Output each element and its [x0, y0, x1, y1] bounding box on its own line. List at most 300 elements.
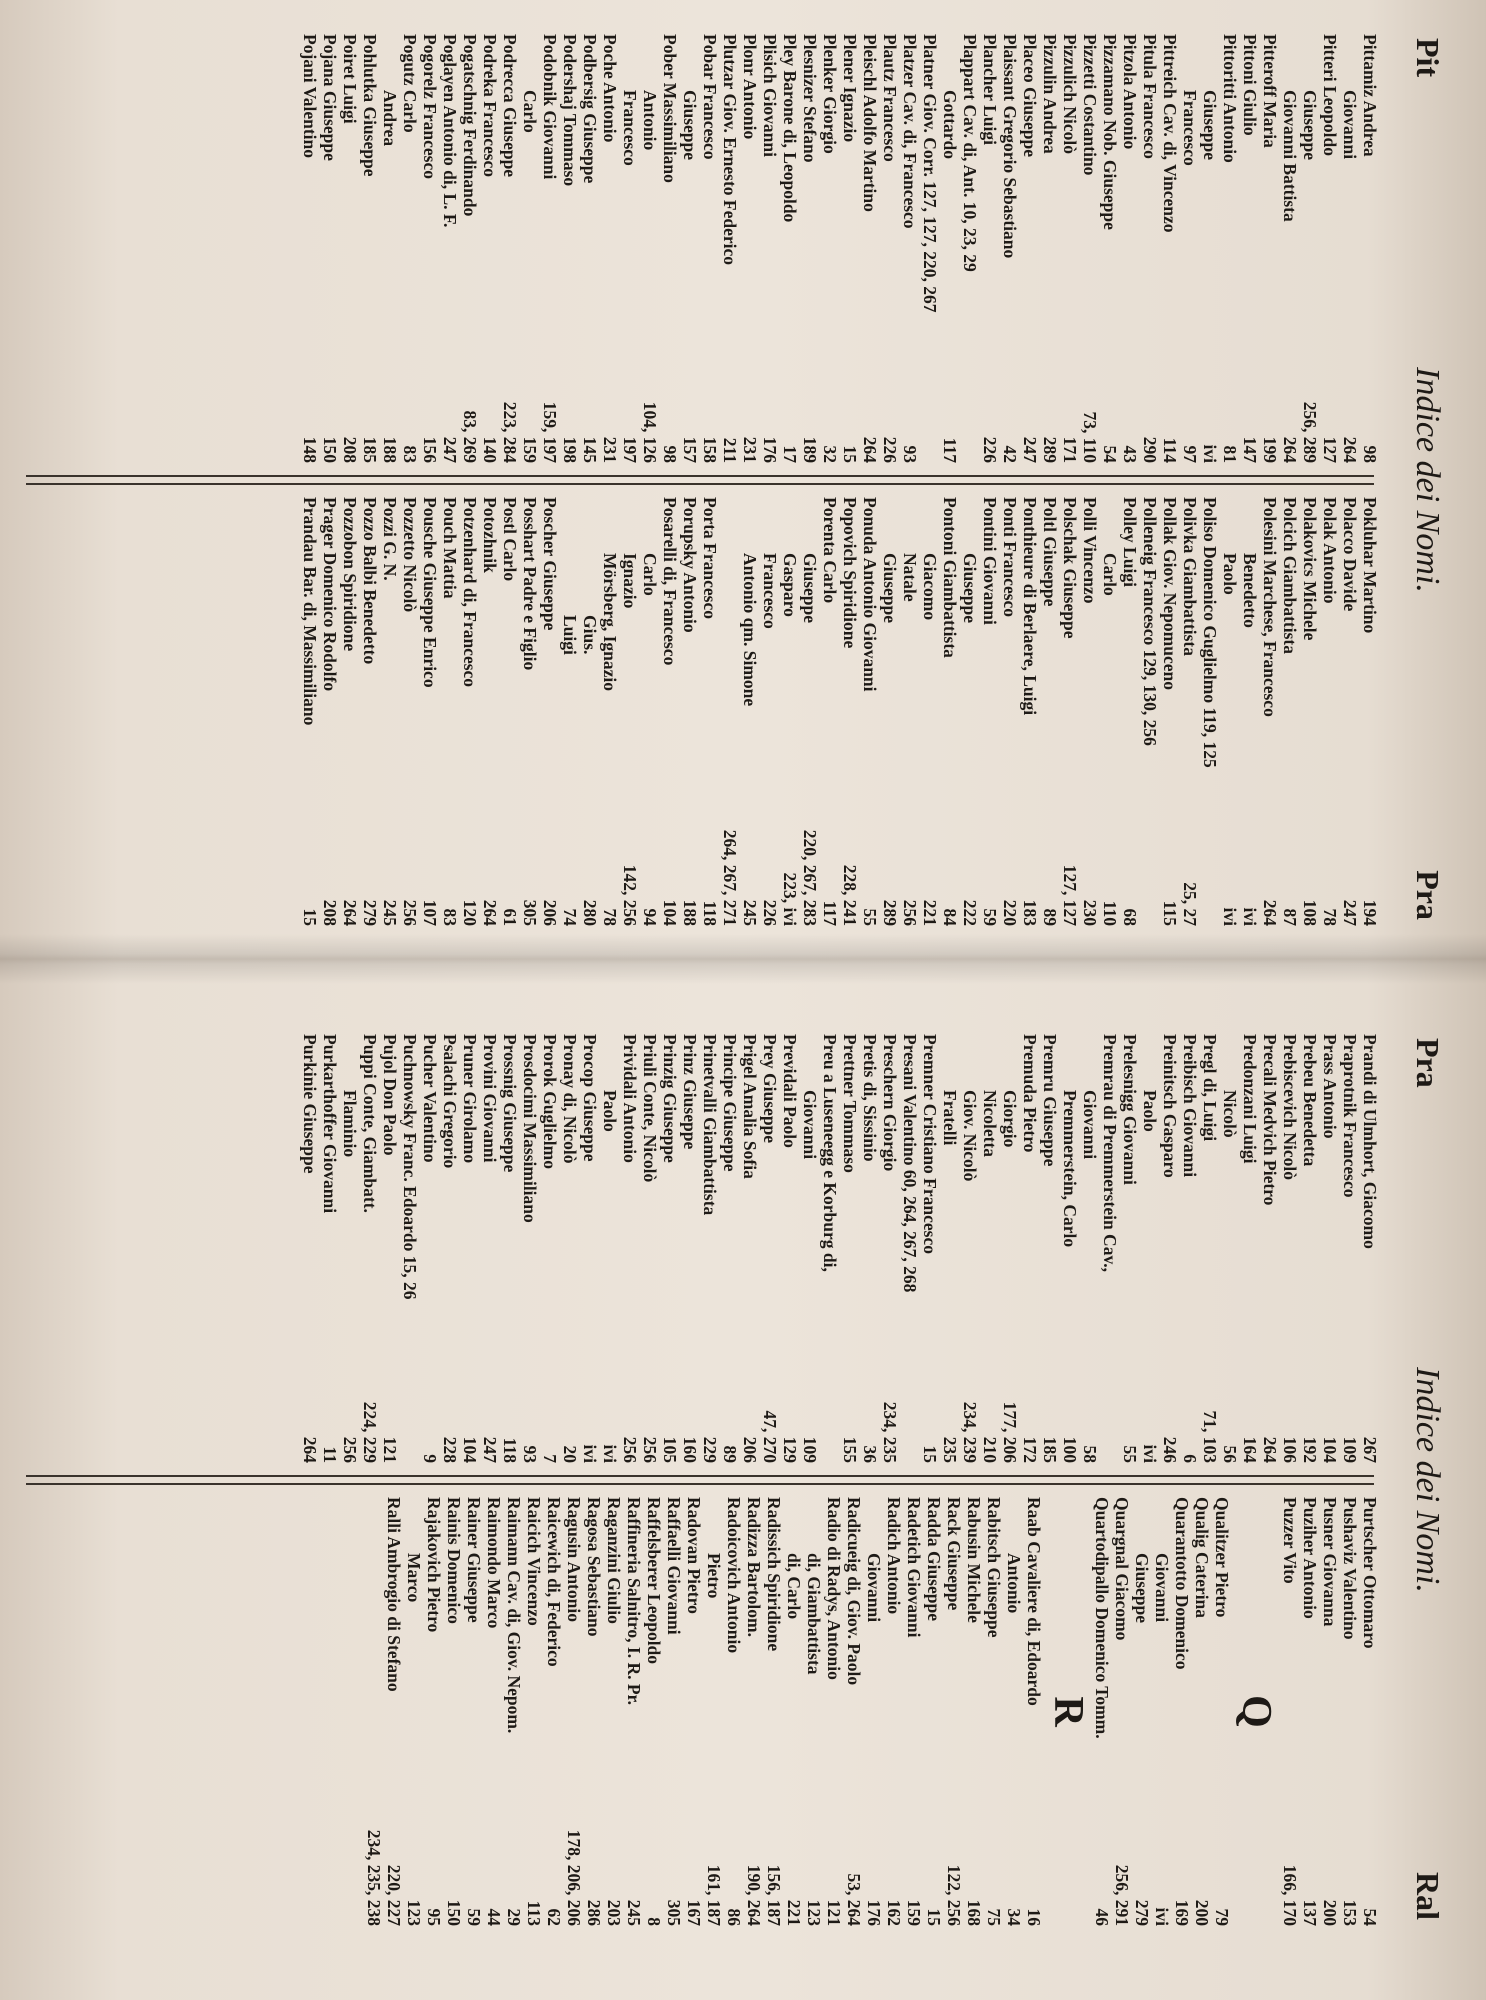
- entry-pages: 189: [800, 436, 820, 463]
- index-entry: [584, 1497, 604, 1926]
- entry-pages: 95: [424, 1908, 444, 1926]
- entry-pages: 176: [864, 1899, 884, 1926]
- entry-pages: 220: [1000, 899, 1020, 926]
- entry-name: Radovan Pietro: [684, 1497, 704, 1614]
- index-entry: [1080, 34, 1100, 463]
- entry-name: Pozzobon Spiridione: [340, 497, 360, 652]
- entry-name: Giuseppe: [1300, 90, 1320, 161]
- entry-name: Pretis di, Sissinio: [860, 1034, 880, 1162]
- entry-pages: 228: [440, 1436, 460, 1463]
- index-entry: [1192, 1497, 1212, 1926]
- index-entry: [1180, 497, 1200, 926]
- entry-name: Radizza Bartolom.: [744, 1497, 764, 1637]
- entry-pages: 172: [1020, 1436, 1040, 1463]
- entry-name: Porupsky Antonio: [680, 497, 700, 633]
- index-entry: [980, 1034, 1000, 1463]
- entry-name: Giuseppe: [680, 90, 700, 161]
- entry-name: Fratelli: [940, 1090, 960, 1146]
- entry-pages: 235: [940, 1436, 960, 1463]
- entry-name: Ponti Francesco: [1000, 497, 1020, 618]
- entry-pages: ivi: [1220, 907, 1240, 926]
- entry-pages: 97: [1180, 445, 1200, 463]
- entry-pages: 147: [1240, 436, 1260, 463]
- entry-name: Polleneig Francesco 129, 130, 256: [1140, 497, 1160, 746]
- entry-name: Potzenhard di, Francesco: [460, 497, 480, 688]
- index-entry: [700, 34, 720, 463]
- entry-pages: 264: [300, 1436, 320, 1463]
- index-entry: [580, 497, 600, 926]
- entry-pages: 289: [880, 899, 900, 926]
- entry-name: Giovanni: [864, 1553, 884, 1623]
- entry-pages: 123: [404, 1899, 424, 1926]
- index-entry: [500, 1034, 520, 1463]
- entry-pages: 44: [484, 1908, 504, 1926]
- entry-pages: 118: [500, 1437, 520, 1463]
- entry-name: Pittoritti Antonio: [1220, 34, 1240, 163]
- index-entry: [600, 1034, 620, 1463]
- entry-name: Polak Antonio: [1320, 497, 1340, 604]
- entry-pages: 280: [580, 899, 600, 926]
- entry-pages: 166, 170: [1280, 1864, 1300, 1926]
- entry-name: Plappart Cav. di, Ant. 10, 23, 29: [960, 34, 980, 272]
- entry-pages: 190, 264: [744, 1864, 764, 1926]
- entry-name: Ignazio: [620, 553, 640, 609]
- index-entry: [320, 497, 340, 926]
- entry-pages: 7: [540, 1454, 560, 1463]
- entry-pages: 290: [1140, 436, 1160, 463]
- entry-pages: ivi: [1152, 1907, 1172, 1926]
- entry-name: Postl Carlo: [500, 497, 520, 582]
- entry-pages: 127: [1320, 436, 1340, 463]
- entry-name: Poliso Domenico Guglielmo 119, 125: [1200, 497, 1220, 768]
- entry-name: Raffineria Salnitro, I. R. Pr.: [624, 1497, 644, 1706]
- entry-name: Prebeu Benedetta: [1300, 1034, 1320, 1167]
- entry-name: Pronay di, Nicolò: [560, 1034, 580, 1164]
- entry-name: Prosdocimi Massimiliano: [520, 1034, 540, 1223]
- page-header: [1406, 1000, 1446, 1960]
- entry-pages: 29: [504, 1908, 524, 1926]
- index-entry: [564, 1497, 584, 1926]
- index-entry: [480, 1034, 500, 1463]
- index-entry: [420, 34, 440, 463]
- entry-pages: 203: [604, 1899, 624, 1926]
- entry-name: Ponuda Antonio Giovanni: [860, 497, 880, 692]
- entry-pages: 83: [400, 445, 420, 463]
- entry-pages: 188: [680, 899, 700, 926]
- index-column-left: [20, 1024, 1380, 1473]
- index-entry: [1140, 497, 1160, 926]
- entry-pages: 185: [1040, 1436, 1060, 1463]
- index-entry: [640, 497, 660, 926]
- entry-name: Antonio: [1004, 1553, 1024, 1614]
- entry-pages: 86: [724, 1908, 744, 1926]
- index-entry: [760, 497, 780, 926]
- entry-pages: 78: [600, 908, 620, 926]
- entry-name: Paolo: [600, 1090, 620, 1132]
- entry-name: Radissich Spiridione: [764, 1497, 784, 1652]
- entry-pages: ivi: [1240, 907, 1260, 926]
- entry-name: Podbersig Giuseppe: [580, 34, 600, 184]
- index-entry: [640, 34, 660, 463]
- running-head-right: Ral: [1410, 1872, 1446, 1920]
- entry-name: Prebiscevich Nicolò: [1280, 1034, 1300, 1180]
- index-entry: [620, 34, 640, 463]
- entry-pages: 84: [940, 908, 960, 926]
- index-entry: [1152, 1497, 1172, 1926]
- entry-name: Pley Barone di, Leopoldo: [780, 34, 800, 223]
- entry-name: Plener Ignazio: [840, 34, 860, 143]
- index-entry: [1360, 1034, 1380, 1463]
- entry-pages: 256, 289: [1300, 401, 1320, 463]
- entry-name: Pogorelz Francesco: [420, 34, 440, 179]
- entry-pages: 93: [900, 445, 920, 463]
- entry-pages: 83: [440, 908, 460, 926]
- entry-name: Nicolò: [1220, 1090, 1240, 1138]
- entry-name: Prorok Guglielmo: [540, 1034, 560, 1169]
- entry-pages: 20: [560, 1445, 580, 1463]
- entry-name: Natale: [900, 553, 920, 602]
- entry-name: Pitula Francesco: [1140, 34, 1160, 159]
- entry-name: Plaissant Gregorio Sebastiano: [1000, 34, 1020, 259]
- entry-name: Rainis Domenico: [444, 1497, 464, 1624]
- entry-name: Rabitsch Giuseppe: [984, 1497, 1004, 1638]
- index-entry: [940, 34, 960, 463]
- entry-name: Pleischl Adolfo Martino: [860, 34, 880, 212]
- page-title: Indice dei Nomi.: [1409, 1367, 1446, 1593]
- entry-name: Purkarthoffer Giovanni: [320, 1034, 340, 1214]
- index-entry: [640, 1034, 660, 1463]
- entry-pages: 234, 235, 238: [364, 1829, 384, 1926]
- entry-name: Prass Antonio: [1320, 1034, 1340, 1139]
- entry-pages: 220, 227: [384, 1864, 404, 1926]
- entry-name: Ralli Ambrogio di Stefano: [384, 1497, 404, 1692]
- index-entry: [420, 1034, 440, 1463]
- index-entry: [580, 34, 600, 463]
- entry-name: Plesnizer Stefano: [800, 34, 820, 163]
- entry-pages: 169: [1172, 1899, 1192, 1926]
- entry-name: Predonzani Luigi: [1240, 1034, 1260, 1164]
- index-entry: [424, 1497, 444, 1926]
- index-entry: [1004, 1497, 1024, 1926]
- entry-name: Pousche Giuseppe Enrico: [420, 497, 440, 688]
- index-entry: [400, 497, 420, 926]
- entry-name: Pokluhar Martino: [1360, 497, 1380, 634]
- index-entry: [1040, 497, 1060, 926]
- entry-name: Rack Giuseppe: [944, 1497, 964, 1611]
- entry-pages: 104, 126: [640, 401, 660, 463]
- index-entry: [760, 1034, 780, 1463]
- entry-pages: 305: [520, 899, 540, 926]
- index-entry: [1300, 1034, 1320, 1463]
- entry-name: Paolo: [1220, 553, 1240, 595]
- entry-name: Plenker Giorgio: [820, 34, 840, 154]
- index-entry: [1320, 34, 1340, 463]
- index-entry: [300, 34, 320, 463]
- entry-pages: 75: [984, 1908, 1004, 1926]
- index-entry: [1340, 1497, 1360, 1926]
- entry-name: Plutzar Giov. Ernesto Federico: [720, 34, 740, 266]
- entry-pages: 15: [840, 445, 860, 463]
- entry-name: Polley Luigi: [1120, 497, 1140, 587]
- entry-name: Pozzo Balbi Benedetto: [360, 497, 380, 665]
- index-entry: [380, 34, 400, 463]
- entry-pages: 211: [720, 437, 740, 463]
- entry-pages: 305: [664, 1899, 684, 1926]
- entry-name: Pojani Valentino: [300, 34, 320, 158]
- entry-name: Poche Antonio: [600, 34, 620, 143]
- index-entry: [1320, 1034, 1340, 1463]
- entry-pages: 231: [740, 436, 760, 463]
- index-entry: [960, 497, 980, 926]
- entry-name: Prettner Tommaso: [840, 1034, 860, 1173]
- index-entry: [1112, 1497, 1132, 1926]
- entry-pages: 168: [964, 1899, 984, 1926]
- index-entry: [1260, 34, 1280, 463]
- index-entry: [864, 1497, 884, 1926]
- index-entry: [860, 1034, 880, 1463]
- index-entry: [940, 497, 960, 926]
- entry-pages: 279: [360, 899, 380, 926]
- entry-pages: 153: [1340, 1899, 1360, 1926]
- entry-pages: 247: [440, 436, 460, 463]
- entry-name: Polesini Marchese, Francesco: [1260, 497, 1280, 717]
- entry-pages: 148: [300, 436, 320, 463]
- index-entry: [1200, 34, 1220, 463]
- index-entry: [484, 1497, 504, 1926]
- entry-name: di, Giambattista: [804, 1553, 824, 1675]
- entry-name: Raganzini Giulio: [604, 1497, 624, 1624]
- index-entry: [840, 497, 860, 926]
- entry-name: Plautz Francesco: [880, 34, 900, 162]
- entry-name: Poiret Luigi: [340, 34, 360, 124]
- entry-name: Giacomo: [920, 553, 940, 621]
- entry-name: Rabusin Michele: [964, 1497, 984, 1623]
- entry-name: Pozzi G. N.: [380, 497, 400, 581]
- index-entry: [920, 34, 940, 463]
- entry-pages: 176: [760, 436, 780, 463]
- index-entry: [1100, 34, 1120, 463]
- index-entry: [1020, 1034, 1040, 1463]
- entry-name: Premuda Pietro: [1020, 1034, 1040, 1153]
- entry-name: di, Carlo: [784, 1553, 804, 1620]
- index-entry: [520, 1034, 540, 1463]
- column-divider: [26, 475, 1374, 485]
- index-entry: [1360, 34, 1380, 463]
- entry-pages: 74: [560, 908, 580, 926]
- entry-pages: 256: [640, 1436, 660, 1463]
- entry-name: Radich Antonio: [884, 1497, 904, 1615]
- entry-pages: 264: [480, 899, 500, 926]
- entry-pages: 6: [1180, 1454, 1200, 1463]
- index-entry: [1000, 34, 1020, 463]
- entry-pages: 43: [1120, 445, 1140, 463]
- index-entry: [1240, 1034, 1260, 1463]
- index-entry: [480, 497, 500, 926]
- entry-name: Prandau Bar. di, Massimiliano: [300, 497, 320, 726]
- entry-pages: 264: [1260, 1436, 1280, 1463]
- index-entry: [504, 1497, 524, 1926]
- entry-name: Prelesnigg Giovanni: [1120, 1034, 1140, 1185]
- index-entry: [844, 1497, 864, 1926]
- index-entry: [960, 1034, 980, 1463]
- entry-pages: 226: [880, 436, 900, 463]
- entry-pages: 140: [480, 436, 500, 463]
- entry-name: Preschern Giorgio: [880, 1034, 900, 1172]
- section-letter: Q: [1233, 1695, 1279, 1728]
- entry-name: Platzer Cav. di, Francesco: [900, 34, 920, 229]
- entry-pages: 223, 284: [500, 401, 520, 463]
- entry-pages: 117: [820, 900, 840, 926]
- entry-pages: 78: [1320, 908, 1340, 926]
- entry-pages: 61: [500, 908, 520, 926]
- entry-name: Giovanni: [1152, 1553, 1172, 1623]
- entry-name: Raimann Cav. di, Giov. Nepom.: [504, 1497, 524, 1734]
- index-entry: [1120, 1034, 1140, 1463]
- entry-name: Premrau di Premmerstein Cav.,: [1100, 1034, 1120, 1272]
- index-entry: [960, 34, 980, 463]
- entry-name: Pollak Giov. Nepomuceno: [1160, 497, 1180, 690]
- index-entry: [1280, 1497, 1300, 1926]
- entry-pages: 81: [1220, 445, 1240, 463]
- entry-pages: 208: [320, 899, 340, 926]
- entry-pages: 104: [660, 899, 680, 926]
- entry-pages: 121: [380, 1436, 400, 1463]
- entry-pages: 58: [1080, 1445, 1100, 1463]
- entry-pages: 245: [380, 899, 400, 926]
- entry-name: Priuli Conte, Nicolò: [640, 1034, 660, 1183]
- index-entry: [1160, 497, 1180, 926]
- entry-name: Precali Medvich Pietro: [1260, 1034, 1280, 1206]
- index-entry: [744, 1497, 764, 1926]
- index-entry: [944, 1497, 964, 1926]
- index-entry: [524, 1497, 544, 1926]
- entry-name: Andrea: [380, 90, 400, 147]
- entry-name: Ponthieure di Berlaere, Luigi: [1020, 497, 1040, 716]
- entry-name: Prinzig Giuseppe: [660, 1034, 680, 1163]
- index-entry: [1300, 497, 1320, 926]
- index-entry: [360, 34, 380, 463]
- entry-name: Marco: [404, 1553, 424, 1603]
- entry-name: Pitzola Antonio: [1120, 34, 1140, 150]
- entry-pages: 109: [800, 1436, 820, 1463]
- index-entry: [684, 1497, 704, 1926]
- index-entry: [1140, 1034, 1160, 1463]
- entry-pages: 17: [780, 445, 800, 463]
- entry-pages: 137: [1300, 1899, 1320, 1926]
- entry-pages: 59: [980, 908, 1000, 926]
- entry-pages: 289: [1040, 436, 1060, 463]
- index-entry: [560, 1034, 580, 1463]
- entry-name: Francesco: [760, 553, 780, 629]
- index-entry: [764, 1497, 784, 1926]
- index-entry: [980, 497, 1000, 926]
- index-entry: [780, 1034, 800, 1463]
- entry-pages: 247: [1340, 899, 1360, 926]
- entry-pages: 256, 291: [1112, 1864, 1132, 1926]
- entry-name: Prossnig Giuseppe: [500, 1034, 520, 1173]
- entry-name: Prigel Amalia Sofia: [740, 1034, 760, 1179]
- entry-pages: 206: [740, 1436, 760, 1463]
- page-header: [1406, 0, 1446, 960]
- index-entry: [804, 1497, 824, 1926]
- index-entry: [664, 1497, 684, 1926]
- entry-pages: 36: [860, 1445, 880, 1463]
- entry-pages: 15: [920, 1445, 940, 1463]
- entry-pages: 94: [640, 908, 660, 926]
- index-entry: [620, 1034, 640, 1463]
- index-entry: [964, 1497, 984, 1926]
- entry-name: Rainer Giuseppe: [464, 1497, 484, 1623]
- index-entry: [540, 1034, 560, 1463]
- entry-pages: 100: [1060, 1436, 1080, 1463]
- index-entry: [1300, 1497, 1320, 1926]
- entry-pages: 104: [1320, 1436, 1340, 1463]
- entry-pages: 71, 103: [1200, 1410, 1220, 1463]
- index-entry: [740, 1034, 760, 1463]
- entry-pages: 224, 229: [360, 1401, 380, 1463]
- entry-pages: 264: [1280, 436, 1300, 463]
- index-entry: [1000, 1034, 1020, 1463]
- index-entry: [440, 497, 460, 926]
- index-entry: [820, 1034, 840, 1463]
- entry-name: Giovanni: [800, 1090, 820, 1160]
- entry-pages: 89: [720, 1445, 740, 1463]
- entry-name: Polivka Giambattista: [1180, 497, 1200, 656]
- entry-name: Giovanni: [1340, 90, 1360, 160]
- entry-pages: 264: [1260, 899, 1280, 926]
- entry-pages: 247: [480, 1436, 500, 1463]
- index-entry: [920, 1034, 940, 1463]
- entry-name: Psalachi Gregorio: [440, 1034, 460, 1169]
- entry-pages: 256: [340, 1436, 360, 1463]
- entry-pages: 55: [860, 908, 880, 926]
- index-entry: [500, 34, 520, 463]
- entry-pages: 157: [680, 436, 700, 463]
- entry-name: Pizzulich Nicolò: [1060, 34, 1080, 155]
- entry-name: Podobnik Giovanni: [540, 34, 560, 180]
- entry-pages: 200: [1192, 1899, 1212, 1926]
- top-page: [0, 0, 1486, 960]
- index-entry: [360, 497, 380, 926]
- entry-pages: 159, 197: [540, 401, 560, 463]
- entry-pages: 160: [680, 1436, 700, 1463]
- entry-pages: 222: [960, 899, 980, 926]
- entry-pages: 79: [1212, 1908, 1232, 1926]
- entry-name: Potozhnik: [480, 497, 500, 573]
- index-entry: [520, 34, 540, 463]
- entry-pages: 210: [980, 1436, 1000, 1463]
- entry-name: Plonr Antonio: [740, 34, 760, 140]
- entry-name: Francesco: [1180, 90, 1200, 166]
- entry-pages: 9: [420, 1454, 440, 1463]
- index-column-right: [20, 1487, 1380, 1936]
- index-entry: [840, 1034, 860, 1463]
- entry-pages: 59: [464, 1908, 484, 1926]
- entry-pages: 106: [1280, 1436, 1300, 1463]
- index-entry: [1320, 1497, 1340, 1926]
- entry-pages: 118: [700, 900, 720, 926]
- entry-name: Raab Cavaliere di, Edoardo: [1024, 1497, 1044, 1706]
- entry-name: Polakovics Michele: [1300, 497, 1320, 641]
- entry-pages: 279: [1132, 1899, 1152, 1926]
- index-entry: [940, 1034, 960, 1463]
- index-entry: [924, 1497, 944, 1926]
- entry-name: Radetich Giovanni: [904, 1497, 924, 1638]
- index-entry: [320, 34, 340, 463]
- entry-pages: 155: [840, 1436, 860, 1463]
- entry-pages: 226: [980, 436, 1000, 463]
- entry-pages: 32: [820, 445, 840, 463]
